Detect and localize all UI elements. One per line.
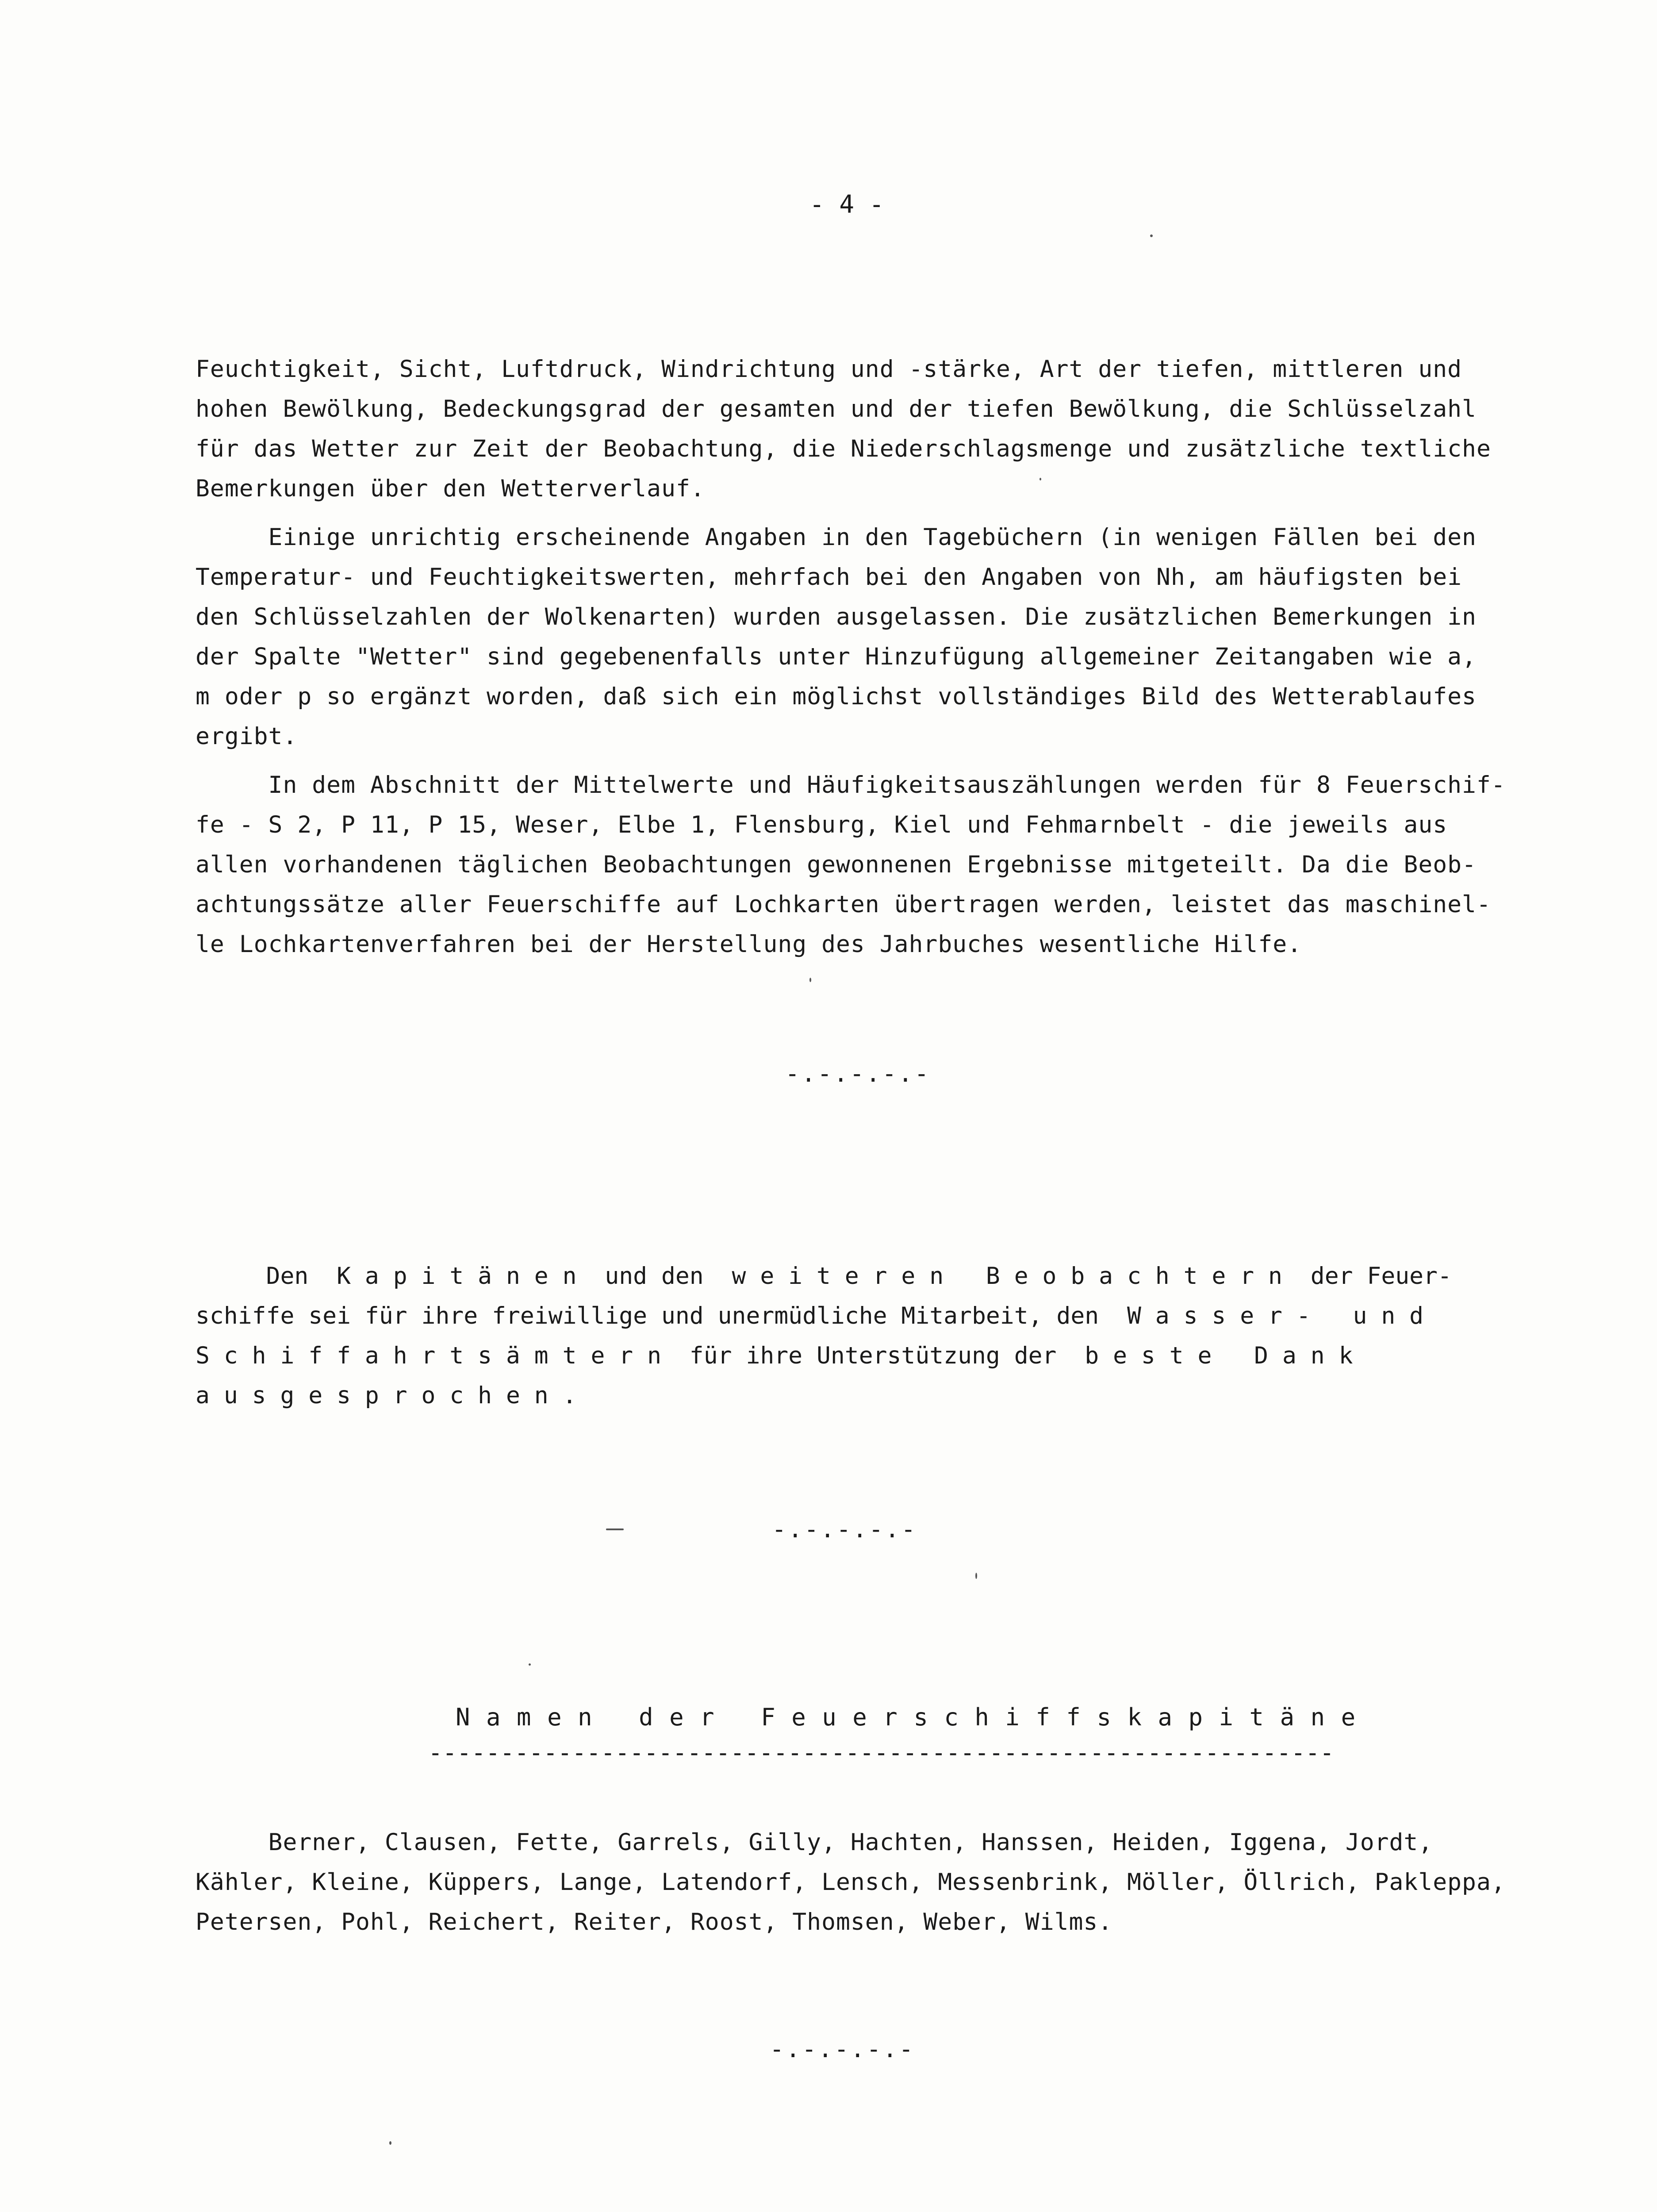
text-line: Einige unrichtig erscheinende Angaben in den Tagebüchern (in wenigen Fällen bei den xyxy=(196,524,1477,551)
scan-speck xyxy=(809,978,811,982)
text-line: Berner, Clausen, Fette, Garrels, Gilly, Hachten, Hanssen, Heiden, Iggena, Jordt, xyxy=(196,1829,1433,1856)
scan-speck xyxy=(1150,234,1153,237)
text-line: fe - S 2, P 11, P 15, Weser, Elbe 1, Flensburg, Kiel und Fehmarnbelt - die jeweils aus xyxy=(196,811,1448,838)
text-line: Petersen, Pohl, Reichert, Reiter, Roost, Thomsen, Weber, Wilms. xyxy=(196,1909,1113,1936)
text-line: ergibt. xyxy=(196,723,298,750)
text-line: m oder p so ergänzt worden, daß sich ein möglichst vollständiges Bild des Wetterablaufes xyxy=(196,683,1477,710)
text-line: In dem Abschnitt der Mittelwerte und Häufigkeitsauszählungen werden für 8 Feuerschif- xyxy=(196,772,1506,799)
text-line: S c h i f f a h r t s ä m t e r n für ihre Unterstützung der b e s t e D a n k xyxy=(196,1342,1353,1369)
text-line: le Lochkartenverfahren bei der Herstellung des Jahrbuches wesentliche Hilfe. xyxy=(196,931,1302,958)
text-line: Kähler, Kleine, Küppers, Lange, Latendorf, Lensch, Messenbrink, Möller, Öllrich, Pakleppa, xyxy=(196,1869,1506,1896)
text-line: achtungssätze aller Feuerschiffe auf Lochkarten übertragen werden, leistet das maschinel- xyxy=(196,891,1491,918)
separator: -.-.-.-.- xyxy=(772,1515,917,1543)
scan-speck xyxy=(529,1663,531,1666)
separator: -.-.-.-.- xyxy=(785,1060,931,1087)
text-line: allen vorhandenen täglichen Beobachtungen gewonnenen Ergebnisse mitgeteilt. Da die Beob- xyxy=(196,851,1477,878)
scan-speck xyxy=(975,1573,977,1579)
text-line: Bemerkungen über den Wetterverlauf. xyxy=(196,475,705,502)
captains-heading-underline: --------------------------------------------------------------- xyxy=(428,1739,1335,1767)
text-line: a u s g e s p r o c h e n . xyxy=(196,1382,577,1409)
scan-speck xyxy=(1039,478,1041,480)
text-line: den Schlüsselzahlen der Wolkenarten) wurden ausgelassen. Die zusätzlichen Bemerkungen in xyxy=(196,603,1477,630)
text-line: Feuchtigkeit, Sicht, Luftdruck, Windrichtung und -stärke, Art der tiefen, mittleren und xyxy=(196,356,1462,383)
text-line: für das Wetter zur Zeit der Beobachtung, die Niederschlagsmenge und zusätzliche textliche xyxy=(196,435,1491,462)
text-line: Den K a p i t ä n e n und den w e i t e r e n B e o b a c h t e r n der Feuer- xyxy=(196,1263,1452,1290)
text-line: Temperatur- und Feuchtigkeitswerten, mehrfach bei den Angaben von Nh, am häufigsten bei xyxy=(196,564,1462,591)
scan-speck xyxy=(389,2141,391,2145)
captains-heading: N a m e n d e r F e u e r s c h i f f s k a p i t ä n e xyxy=(456,1703,1357,1731)
scan-speck xyxy=(606,1528,624,1530)
text-line: schiffe sei für ihre freiwillige und unermüdliche Mitarbeit, den W a s s e r - u n d xyxy=(196,1302,1424,1329)
text-line: der Spalte "Wetter" sind gegebenenfalls unter Hinzufügung allgemeiner Zeitangaben wie a, xyxy=(196,643,1477,670)
separator: -.-.-.-.- xyxy=(770,2035,915,2063)
text-line: hohen Bewölkung, Bedeckungsgrad der gesamten und der tiefen Bewölkung, die Schlüsselzahl xyxy=(196,396,1477,422)
page-number: - 4 - xyxy=(809,190,884,219)
